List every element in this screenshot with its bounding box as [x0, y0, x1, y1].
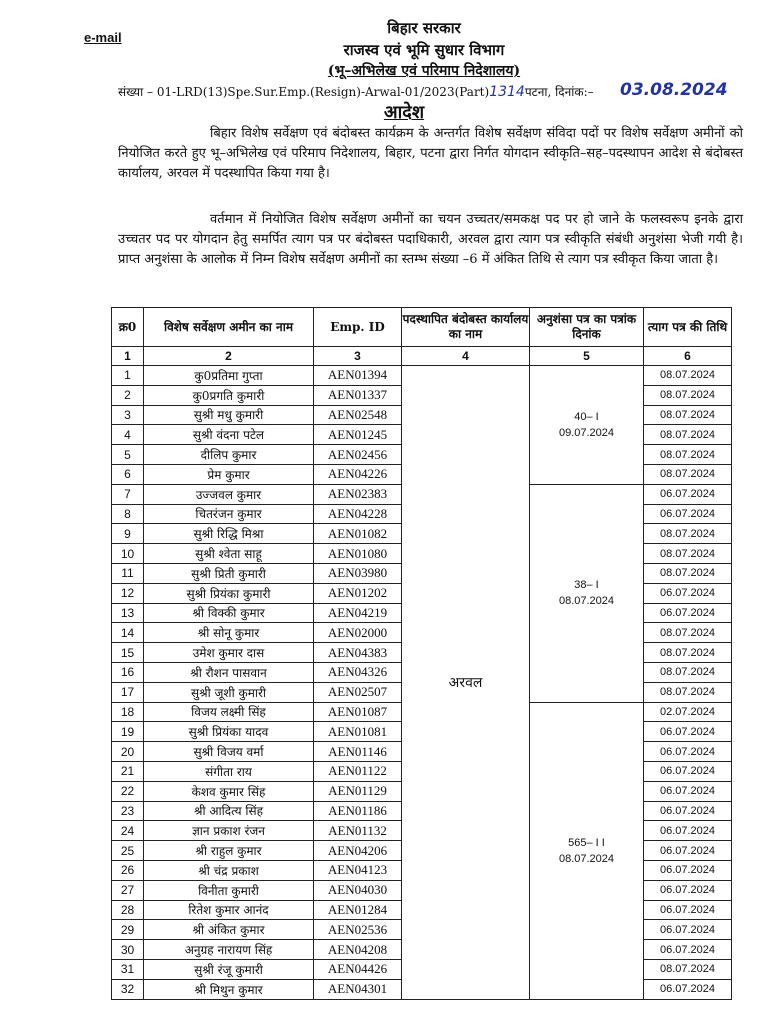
serial-cell: 22	[112, 781, 144, 801]
serial-cell: 16	[112, 662, 144, 682]
resign-date-cell: 06.07.2024	[644, 504, 732, 524]
letter-date: 08.07.2024	[558, 852, 615, 865]
directorate-heading: (भू–अभिलेख एवं परिमाप निदेशालय)	[327, 63, 521, 79]
letter-number: 38– I	[574, 579, 599, 592]
letter-date: 08.07.2024	[558, 595, 615, 608]
name-cell: सुश्री रंजू कुमारी	[144, 959, 314, 979]
name-cell: श्री आदित्य सिंह	[144, 801, 314, 821]
resign-date-cell: 08.07.2024	[644, 464, 732, 484]
resign-date-cell: 06.07.2024	[644, 979, 732, 999]
emp-id-cell: AEN03980	[314, 563, 402, 583]
col-number: 6	[644, 347, 732, 366]
serial-cell: 18	[112, 702, 144, 722]
name-cell: अनुग्रह नारायण सिंह	[144, 940, 314, 960]
name-cell: सुश्री जूशी कुमारी	[144, 682, 314, 702]
serial-cell: 13	[112, 603, 144, 623]
email-label: e-mail	[84, 30, 122, 45]
resign-date-cell: 08.07.2024	[644, 445, 732, 465]
resign-date-cell: 06.07.2024	[644, 742, 732, 762]
emp-id-cell: AEN04226	[314, 464, 402, 484]
emp-id-cell: AEN04228	[314, 504, 402, 524]
name-cell: उज्जवल कुमार	[144, 484, 314, 504]
name-cell: केशव कुमार सिंह	[144, 781, 314, 801]
emp-id-cell: AEN04326	[314, 662, 402, 682]
reference-line	[118, 83, 594, 100]
emp-id-cell: AEN04123	[314, 860, 402, 880]
serial-cell: 31	[112, 959, 144, 979]
paragraph-1: बिहार विशेष सर्वेक्षण एवं बंदोबस्त कार्यक्रम के अन्तर्गत विशेष सर्वेक्षण संविदा पदों पर विशेष सर्वेक्षण अमीनों को नियोजित करते हुए भू–अभिलेख एवं परिमाप निदेशालय, बिहार, पटना द्वारा निर्गत योगदान स्वीकृति–सह–पदस्थापन आदेश से बंदोबस्त कार्यालय, अरवल में पदस्थापित किया गया है।	[118, 126, 743, 181]
serial-cell: 11	[112, 563, 144, 583]
resign-date-cell: 06.07.2024	[644, 860, 732, 880]
serial-cell: 28	[112, 900, 144, 920]
col-number: 3	[314, 347, 402, 366]
reference-suffix: पटना, दिनांक:–	[524, 85, 594, 99]
resign-date-cell: 06.07.2024	[644, 880, 732, 900]
resign-date-cell: 06.07.2024	[644, 583, 732, 603]
name-cell: सुश्री मधु कुमारी	[144, 405, 314, 425]
serial-cell: 15	[112, 643, 144, 663]
name-cell: कु0प्रगति कुमारी	[144, 385, 314, 405]
resign-date-cell: 06.07.2024	[644, 900, 732, 920]
header-letter: अनुशंसा पत्र का पत्रांक दिनांक	[530, 308, 644, 347]
emp-id-cell: AEN01081	[314, 722, 402, 742]
name-cell: दीलिप कुमार	[144, 445, 314, 465]
resign-date-cell: 08.07.2024	[644, 682, 732, 702]
serial-cell: 6	[112, 464, 144, 484]
name-cell: श्री राहुल कुमार	[144, 841, 314, 861]
resign-date-cell: 06.07.2024	[644, 940, 732, 960]
serial-cell: 29	[112, 920, 144, 940]
recommendation-letter-cell	[530, 366, 644, 485]
serial-cell: 7	[112, 484, 144, 504]
resign-date-cell: 06.07.2024	[644, 603, 732, 623]
serial-cell: 25	[112, 841, 144, 861]
name-cell: सुश्री श्वेता साहू	[144, 544, 314, 564]
name-cell: प्रेम कुमार	[144, 464, 314, 484]
letter-number: 40– I	[574, 410, 599, 423]
serial-cell: 20	[112, 742, 144, 762]
emp-id-cell: AEN04030	[314, 880, 402, 900]
name-cell: सुश्री प्रियंका यादव	[144, 722, 314, 742]
emp-id-cell: AEN01245	[314, 425, 402, 445]
emp-id-cell: AEN01202	[314, 583, 402, 603]
emp-id-cell: AEN02383	[314, 484, 402, 504]
serial-cell: 5	[112, 445, 144, 465]
emp-id-cell: AEN01337	[314, 385, 402, 405]
date-handwritten: 03.08.2024	[620, 80, 728, 100]
name-cell: सुश्री वंदना पटेल	[144, 425, 314, 445]
letter-number: 565– I I	[568, 836, 605, 849]
emp-id-cell: AEN01284	[314, 900, 402, 920]
resign-date-cell: 08.07.2024	[644, 563, 732, 583]
header-serial: क्र0	[112, 308, 144, 347]
name-cell: विजय लक्ष्मी सिंह	[144, 702, 314, 722]
serial-cell: 27	[112, 880, 144, 900]
table-body	[112, 366, 732, 1000]
name-cell: ज्ञान प्रकाश रंजन	[144, 821, 314, 841]
emp-id-cell: AEN04301	[314, 979, 402, 999]
col-number: 1	[112, 347, 144, 366]
resign-date-cell: 08.07.2024	[644, 366, 732, 386]
emp-id-cell: AEN01146	[314, 742, 402, 762]
emp-id-cell: AEN01132	[314, 821, 402, 841]
header-office: पदस्थापित बंदोबस्त कार्यालय का नाम	[402, 308, 530, 347]
serial-cell: 19	[112, 722, 144, 742]
resign-date-cell: 08.07.2024	[644, 623, 732, 643]
resign-date-cell: 06.07.2024	[644, 761, 732, 781]
column-number-row	[112, 347, 732, 366]
letter-date: 09.07.2024	[558, 426, 615, 439]
office-cell: अरवल	[402, 366, 530, 1000]
resign-date-cell: 06.07.2024	[644, 484, 732, 504]
resign-date-cell: 08.07.2024	[644, 524, 732, 544]
serial-cell: 21	[112, 761, 144, 781]
serial-cell: 12	[112, 583, 144, 603]
name-cell: श्री मिथुन कुमार	[144, 979, 314, 999]
serial-cell: 32	[112, 979, 144, 999]
emp-id-cell: AEN04208	[314, 940, 402, 960]
resign-date-cell: 08.07.2024	[644, 959, 732, 979]
header-emp-id: Emp. ID	[314, 308, 402, 347]
paragraph-2: वर्तमान में नियोजित विशेष सर्वेक्षण अमीनों का चयन उच्चतर/समकक्ष पद पर हो जाने के फलस्वरूप इनके द्वारा उच्चतर पद पर योगदान हेतु समर्पित त्याग पत्र पर बंदोबस्त पदाधिकारी, अरवल द्वारा त्याग पत्र स्वीकृति संबंधी अनुशंसा भेजी गयी है। प्राप्त अनुशंसा के आलोक में निम्न विशेष सर्वेक्षण अमीनों का स्तम्भ संख्या –6 में अंकित तिथि से त्याग पत्र स्वीकृत किया जाता है।	[118, 212, 743, 267]
emp-id-cell: AEN02507	[314, 682, 402, 702]
resign-date-cell: 08.07.2024	[644, 405, 732, 425]
resign-date-cell: 06.07.2024	[644, 841, 732, 861]
col-number: 4	[402, 347, 530, 366]
emp-id-cell: AEN04206	[314, 841, 402, 861]
recommendation-letter-cell	[530, 702, 644, 999]
order-title: आदेश	[383, 102, 425, 123]
name-cell: रितेश कुमार आनंद	[144, 900, 314, 920]
resign-date-cell: 08.07.2024	[644, 662, 732, 682]
name-cell: श्री सोनू कुमार	[144, 623, 314, 643]
name-cell: सुश्री प्रियंका कुमारी	[144, 583, 314, 603]
serial-cell: 24	[112, 821, 144, 841]
emp-id-cell: AEN02000	[314, 623, 402, 643]
resign-date-cell: 08.07.2024	[644, 643, 732, 663]
reference-number-handwritten: 1314	[489, 84, 525, 100]
serial-cell: 26	[112, 860, 144, 880]
serial-cell: 30	[112, 940, 144, 960]
name-cell: उमेश कुमार दास	[144, 643, 314, 663]
serial-cell: 17	[112, 682, 144, 702]
name-cell: श्री अंकित कुमार	[144, 920, 314, 940]
name-cell: विनीता कुमारी	[144, 880, 314, 900]
emp-id-cell: AEN02456	[314, 445, 402, 465]
resign-date-cell: 06.07.2024	[644, 781, 732, 801]
name-cell: सुश्री प्रिती कुमारी	[144, 563, 314, 583]
serial-cell: 2	[112, 385, 144, 405]
emp-id-cell: AEN01082	[314, 524, 402, 544]
emp-id-cell: AEN01186	[314, 801, 402, 821]
serial-cell: 8	[112, 504, 144, 524]
header-name: विशेष सर्वेक्षण अमीन का नाम	[144, 308, 314, 347]
table-header-row	[112, 308, 732, 347]
resign-date-cell: 08.07.2024	[644, 385, 732, 405]
resign-date-cell: 06.07.2024	[644, 722, 732, 742]
serial-cell: 9	[112, 524, 144, 544]
col-number: 2	[144, 347, 314, 366]
name-cell: श्री चंद्र प्रकाश	[144, 860, 314, 880]
emp-id-cell: AEN01080	[314, 544, 402, 564]
name-cell: सुश्री विजय वर्मा	[144, 742, 314, 762]
emp-id-cell: AEN01122	[314, 761, 402, 781]
serial-cell: 14	[112, 623, 144, 643]
col-number: 5	[530, 347, 644, 366]
name-cell: श्री विक्की कुमार	[144, 603, 314, 623]
emp-id-cell: AEN02536	[314, 920, 402, 940]
resign-date-cell: 06.07.2024	[644, 821, 732, 841]
table-row	[112, 366, 732, 386]
name-cell: श्री रौशन पासवान	[144, 662, 314, 682]
name-cell: कु0प्रतिमा गुप्ता	[144, 366, 314, 386]
reference-prefix: संख्या – 01-LRD(13)Spe.Sur.Emp.(Resign)-Arwal-01/2023(Part)	[118, 85, 490, 99]
resignation-table	[111, 307, 732, 1000]
recommendation-letter-cell	[530, 484, 644, 702]
serial-cell: 4	[112, 425, 144, 445]
serial-cell: 1	[112, 366, 144, 386]
header-resign-date: त्याग पत्र की तिथि	[644, 308, 732, 347]
department-heading: राजस्व एवं भूमि सुधार विभाग	[343, 41, 505, 59]
serial-cell: 23	[112, 801, 144, 821]
gov-heading: बिहार सरकार	[387, 19, 461, 37]
emp-id-cell: AEN01087	[314, 702, 402, 722]
resign-date-cell: 02.07.2024	[644, 702, 732, 722]
serial-cell: 10	[112, 544, 144, 564]
emp-id-cell: AEN01394	[314, 366, 402, 386]
resign-date-cell: 08.07.2024	[644, 544, 732, 564]
name-cell: संगीता राय	[144, 761, 314, 781]
emp-id-cell: AEN04219	[314, 603, 402, 623]
resign-date-cell: 06.07.2024	[644, 920, 732, 940]
emp-id-cell: AEN04426	[314, 959, 402, 979]
emp-id-cell: AEN04383	[314, 643, 402, 663]
serial-cell: 3	[112, 405, 144, 425]
emp-id-cell: AEN02548	[314, 405, 402, 425]
name-cell: सुश्री रिद्धि मिश्रा	[144, 524, 314, 544]
name-cell: चितरंजन कुमार	[144, 504, 314, 524]
resign-date-cell: 06.07.2024	[644, 801, 732, 821]
resign-date-cell: 08.07.2024	[644, 425, 732, 445]
emp-id-cell: AEN01129	[314, 781, 402, 801]
